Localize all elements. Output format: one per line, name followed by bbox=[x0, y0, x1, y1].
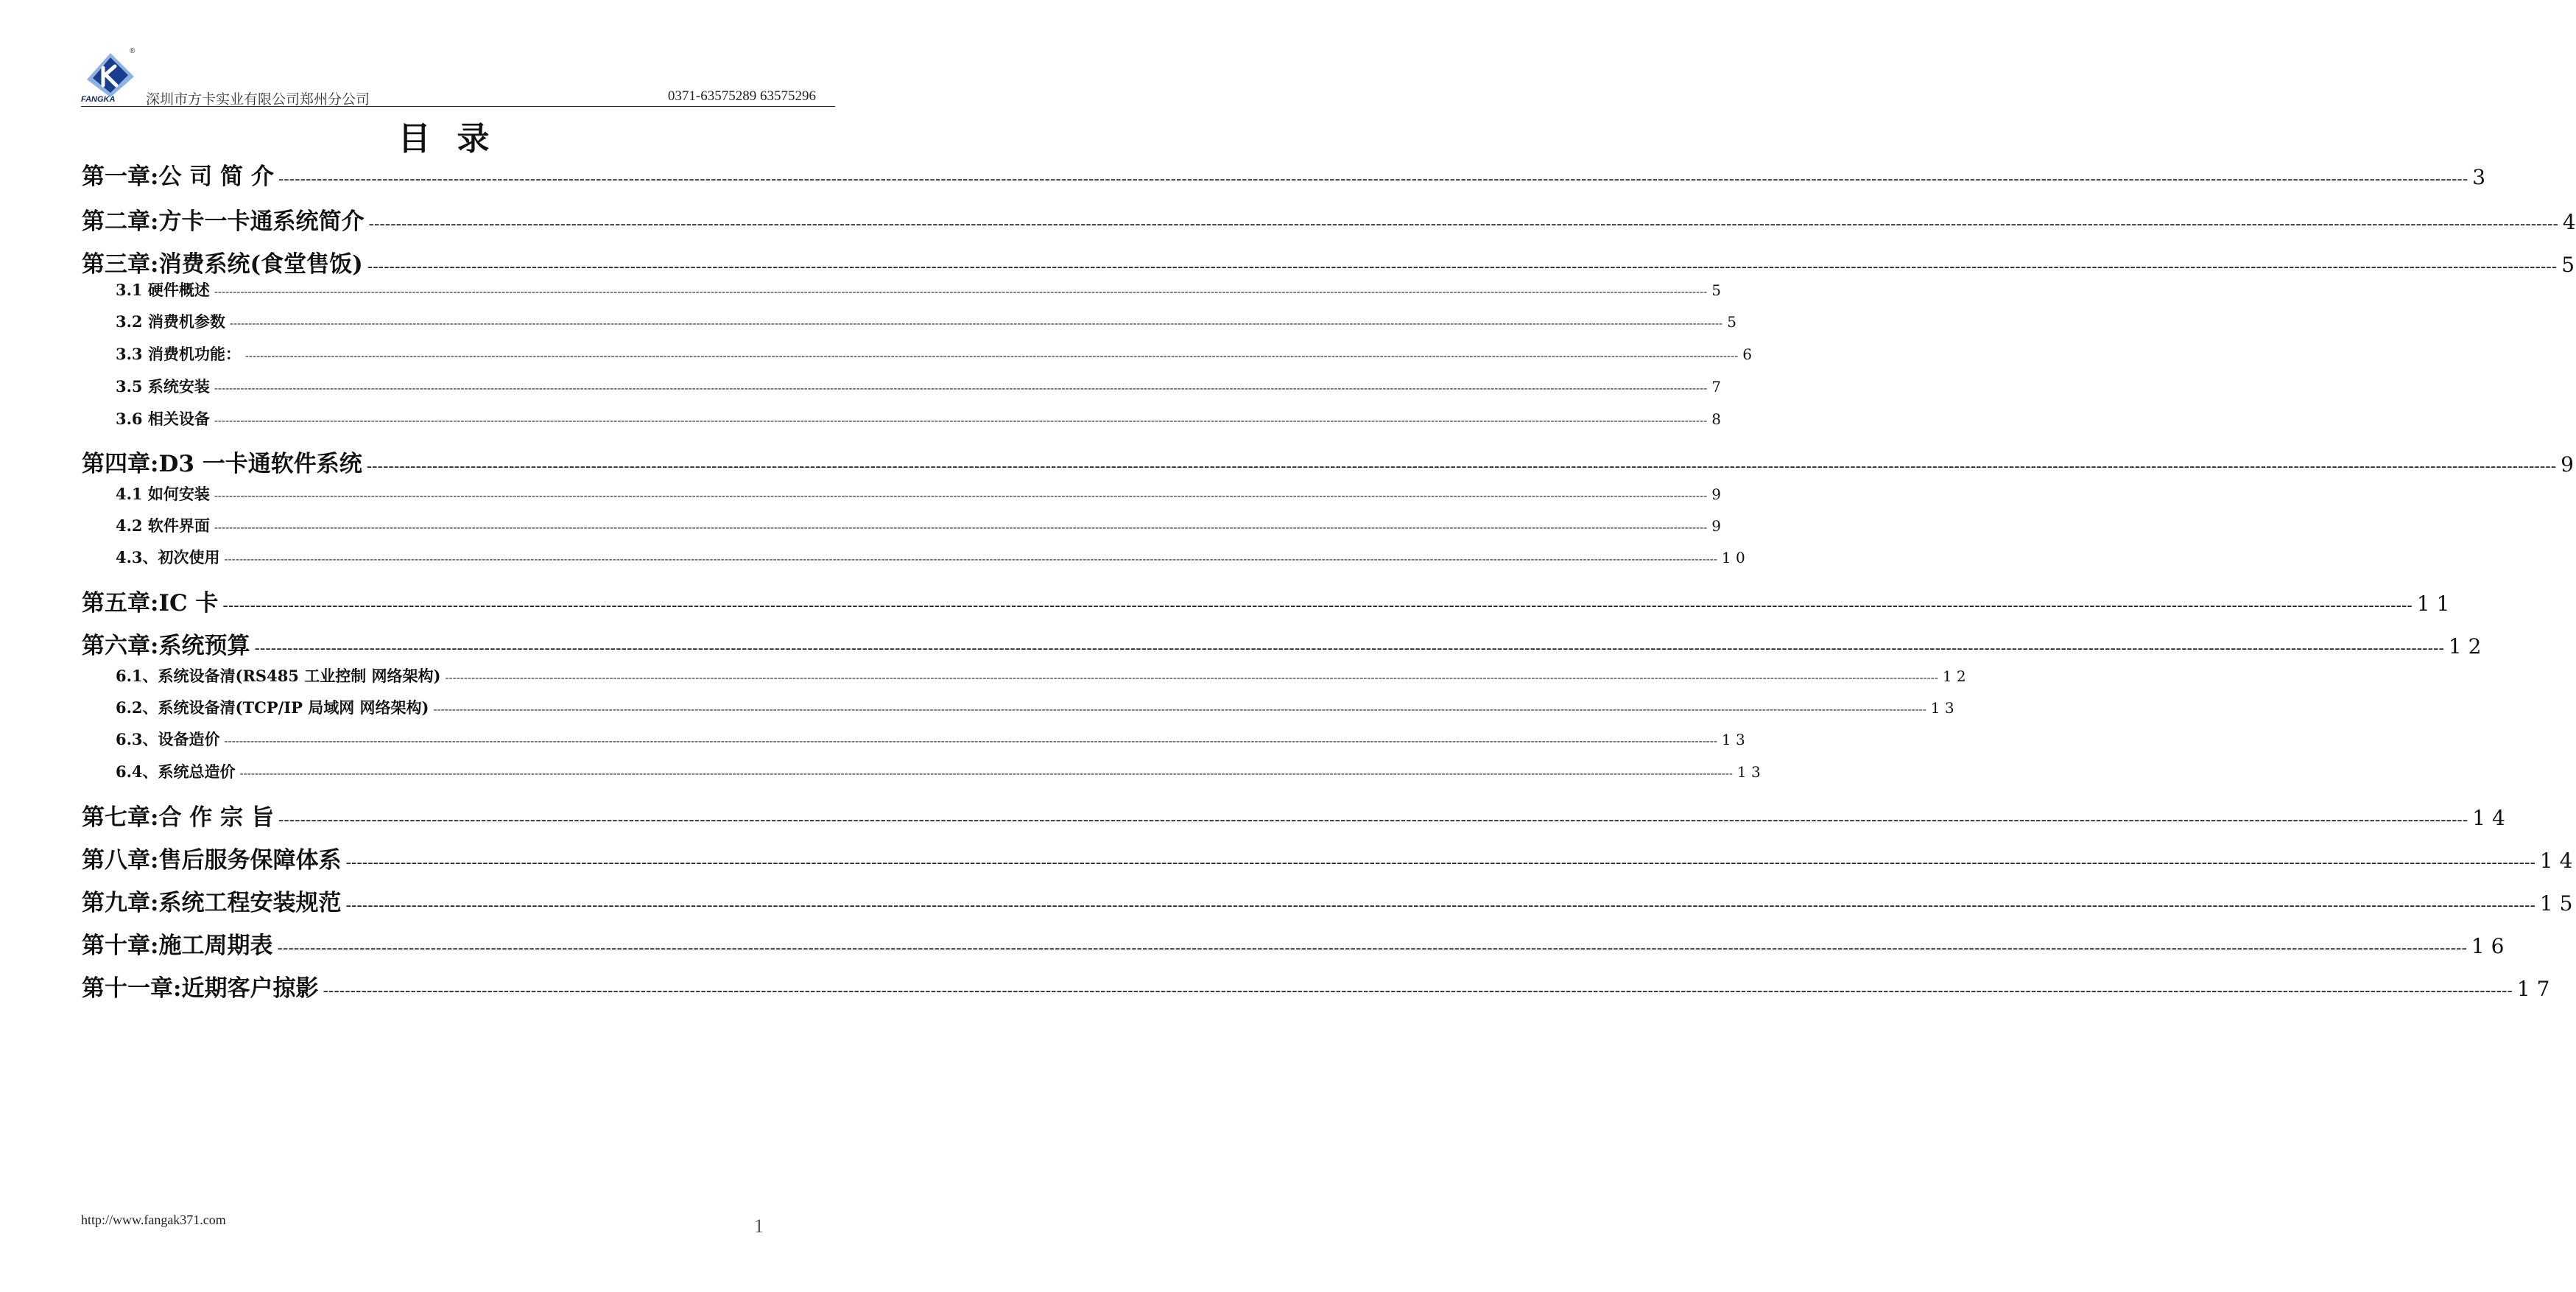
toc-chapter-entry[interactable] bbox=[82, 158, 2486, 190]
toc-dot-leader: ---------------------------------------------------------------------------------------------------------------------------------------------------------------------------------------------------------------------------------------------------------------------------------------------------------------------------------------------------------------------------------------------------------------- bbox=[254, 639, 2444, 658]
toc-page-number: 1 4 bbox=[2472, 806, 2505, 830]
toc-entry-label: 3.6 相关设备 bbox=[116, 410, 210, 428]
toc-section-entry[interactable] bbox=[82, 728, 1745, 750]
toc-section-entry[interactable] bbox=[82, 514, 1721, 536]
toc-chapter-entry[interactable] bbox=[82, 927, 2505, 959]
toc-dot-leader: ---------------------------------------------------------------------------------------------------------------------------------------------------------------------------------------------------------------------------------------------------------------------------------------------------------------------------------------------------------------------------------------------------------------- bbox=[345, 896, 2535, 915]
toc-dot-leader: ---------------------------------------------------------------------------------------------------------------------------------------------------------------------------------------------------------------------------------------------------------------------------------------------------------------------------------------------------------------------------------------------------------------- bbox=[214, 489, 1708, 502]
toc-dot-leader: ---------------------------------------------------------------------------------------------------------------------------------------------------------------------------------------------------------------------------------------------------------------------------------------------------------------------------------------------------------------------------------------------------------------- bbox=[278, 170, 2468, 189]
toc-page-number: 5 bbox=[1711, 281, 1721, 299]
toc-page-number: 5 bbox=[2561, 253, 2575, 277]
toc-entry-label: 第六章:系统预算 bbox=[82, 633, 250, 659]
toc-dot-leader: ---------------------------------------------------------------------------------------------------------------------------------------------------------------------------------------------------------------------------------------------------------------------------------------------------------------------------------------------------------------------------------------------------------------- bbox=[345, 854, 2535, 872]
toc-section-entry[interactable] bbox=[82, 310, 1736, 332]
toc-entry-label: 第十章:施工周期表 bbox=[82, 933, 273, 959]
toc-dot-leader: ---------------------------------------------------------------------------------------------------------------------------------------------------------------------------------------------------------------------------------------------------------------------------------------------------------------------------------------------------------------------------------------------------------------- bbox=[278, 811, 2468, 829]
toc-page-number: 1 3 bbox=[1736, 763, 1761, 781]
toc-section-entry[interactable] bbox=[82, 760, 1761, 782]
toc-entry-label: 第三章:消费系统(食堂售饭) bbox=[82, 251, 363, 278]
toc-entry-label: 6.3、设备造价 bbox=[116, 730, 220, 748]
toc-entry-label: 第七章:合 作 宗 旨 bbox=[82, 804, 274, 831]
toc-page-number: 1 3 bbox=[1930, 699, 1954, 717]
toc-entry-label: 3.3 消费机功能： bbox=[116, 345, 241, 363]
toc-chapter-entry[interactable] bbox=[82, 798, 2505, 831]
toc-entry-label: 3.2 消费机参数 bbox=[116, 312, 225, 331]
toc-page-number: 1 6 bbox=[2471, 934, 2505, 958]
toc-dot-leader: ---------------------------------------------------------------------------------------------------------------------------------------------------------------------------------------------------------------------------------------------------------------------------------------------------------------------------------------------------------------------------------------------------------------- bbox=[214, 521, 1708, 534]
toc-section-entry[interactable] bbox=[82, 407, 1721, 429]
toc-chapter-entry[interactable] bbox=[82, 203, 2576, 235]
header-phone: 0371-63575289 63575296 bbox=[667, 88, 816, 104]
toc-page-number: 1 3 bbox=[1721, 731, 1745, 748]
toc-page-number: 1 2 bbox=[1942, 667, 1966, 685]
toc-chapter-entry[interactable] bbox=[82, 969, 2550, 1002]
toc-chapter-entry[interactable] bbox=[82, 884, 2573, 916]
toc-page-number: 1 5 bbox=[2539, 891, 2573, 916]
toc-dot-leader: ---------------------------------------------------------------------------------------------------------------------------------------------------------------------------------------------------------------------------------------------------------------------------------------------------------------------------------------------------------------------------------------------------------------- bbox=[323, 982, 2513, 1000]
toc-page-number: 9 bbox=[2561, 452, 2574, 477]
toc-section-entry[interactable] bbox=[82, 696, 1954, 718]
toc-page-number: 1 2 bbox=[2448, 634, 2482, 659]
toc-page-number: 8 bbox=[1711, 410, 1721, 428]
toc-entry-label: 4.1 如何安装 bbox=[116, 485, 210, 503]
toc-entry-label: 3.1 硬件概述 bbox=[116, 281, 210, 299]
registered-mark: ® bbox=[130, 47, 136, 55]
page-title: 目录 bbox=[398, 120, 516, 158]
toc-section-entry[interactable] bbox=[82, 546, 1745, 568]
toc-entry-label: 第一章:公 司 简 介 bbox=[82, 164, 274, 190]
toc-chapter-entry[interactable] bbox=[82, 445, 2574, 477]
toc-page-number: 4 bbox=[2562, 210, 2576, 234]
toc-page-number: 9 bbox=[1711, 485, 1721, 503]
toc-dot-leader: ---------------------------------------------------------------------------------------------------------------------------------------------------------------------------------------------------------------------------------------------------------------------------------------------------------------------------------------------------------------------------------------------------------------- bbox=[229, 317, 1723, 330]
toc-entry-label: 6.2、系统设备清(TCP/IP 局域网 网络架构) bbox=[116, 698, 429, 717]
toc-chapter-entry[interactable] bbox=[82, 245, 2575, 278]
footer-page-number: 1 bbox=[754, 1215, 764, 1237]
toc-dot-leader: ---------------------------------------------------------------------------------------------------------------------------------------------------------------------------------------------------------------------------------------------------------------------------------------------------------------------------------------------------------------------------------------------------------------- bbox=[214, 414, 1708, 427]
header-company-name: 深圳市方卡实业有限公司郑州分公司 bbox=[146, 91, 370, 108]
toc-dot-leader: ---------------------------------------------------------------------------------------------------------------------------------------------------------------------------------------------------------------------------------------------------------------------------------------------------------------------------------------------------------------------------------------------------------------- bbox=[239, 767, 1733, 780]
toc-dot-leader: ---------------------------------------------------------------------------------------------------------------------------------------------------------------------------------------------------------------------------------------------------------------------------------------------------------------------------------------------------------------------------------------------------------------- bbox=[367, 258, 2558, 276]
toc-page-number: 9 bbox=[1711, 517, 1721, 535]
toc-chapter-entry[interactable] bbox=[82, 841, 2573, 874]
toc-page-number: 5 bbox=[1727, 313, 1736, 331]
toc-section-entry[interactable] bbox=[82, 482, 1721, 505]
toc-page-number: 3 bbox=[2472, 165, 2486, 189]
toc-dot-leader: ---------------------------------------------------------------------------------------------------------------------------------------------------------------------------------------------------------------------------------------------------------------------------------------------------------------------------------------------------------------------------------------------------------------- bbox=[244, 349, 1739, 362]
toc-page-number: 6 bbox=[1742, 345, 1752, 363]
toc-entry-label: 6.4、系统总造价 bbox=[116, 762, 236, 781]
toc-entry-label: 4.3、初次使用 bbox=[116, 548, 220, 566]
toc-dot-leader: ---------------------------------------------------------------------------------------------------------------------------------------------------------------------------------------------------------------------------------------------------------------------------------------------------------------------------------------------------------------------------------------------------------------- bbox=[366, 457, 2557, 476]
toc-dot-leader: ---------------------------------------------------------------------------------------------------------------------------------------------------------------------------------------------------------------------------------------------------------------------------------------------------------------------------------------------------------------------------------------------------------------- bbox=[214, 285, 1708, 298]
toc-page-number: 1 0 bbox=[1721, 549, 1745, 566]
toc-entry-label: 第二章:方卡一卡通系统简介 bbox=[82, 208, 365, 235]
toc-page-number: 1 4 bbox=[2539, 849, 2573, 873]
toc-chapter-entry[interactable] bbox=[82, 627, 2482, 659]
toc-entry-label: 第九章:系统工程安装规范 bbox=[82, 890, 342, 916]
toc-page-number: 7 bbox=[1711, 378, 1721, 396]
toc-section-entry[interactable] bbox=[82, 664, 1966, 687]
toc-page-number: 1 7 bbox=[2516, 977, 2550, 1001]
toc-entry-label: 6.1、系统设备清(RS485 工业控制 网络架构) bbox=[116, 667, 441, 685]
toc-section-entry[interactable] bbox=[82, 278, 1721, 301]
toc-dot-leader: ---------------------------------------------------------------------------------------------------------------------------------------------------------------------------------------------------------------------------------------------------------------------------------------------------------------------------------------------------------------------------------------------------------------- bbox=[214, 382, 1708, 395]
table-of-contents bbox=[82, 0, 2576, 1292]
toc-entry-label: 第八章:售后服务保障体系 bbox=[82, 847, 342, 874]
toc-dot-leader: ---------------------------------------------------------------------------------------------------------------------------------------------------------------------------------------------------------------------------------------------------------------------------------------------------------------------------------------------------------------------------------------------------------------- bbox=[433, 703, 1926, 716]
toc-dot-leader: ---------------------------------------------------------------------------------------------------------------------------------------------------------------------------------------------------------------------------------------------------------------------------------------------------------------------------------------------------------------------------------------------------------------- bbox=[222, 597, 2413, 615]
toc-dot-leader: ---------------------------------------------------------------------------------------------------------------------------------------------------------------------------------------------------------------------------------------------------------------------------------------------------------------------------------------------------------------------------------------------------------------- bbox=[368, 215, 2558, 234]
toc-entry-label: 4.2 软件界面 bbox=[116, 516, 210, 535]
logo-brand-text: FANGKA bbox=[81, 95, 116, 104]
footer-url[interactable]: http://www.fangak371.com bbox=[81, 1212, 226, 1227]
toc-chapter-entry[interactable] bbox=[82, 584, 2450, 617]
toc-dot-leader: ---------------------------------------------------------------------------------------------------------------------------------------------------------------------------------------------------------------------------------------------------------------------------------------------------------------------------------------------------------------------------------------------------------------- bbox=[445, 671, 1938, 684]
toc-dot-leader: ---------------------------------------------------------------------------------------------------------------------------------------------------------------------------------------------------------------------------------------------------------------------------------------------------------------------------------------------------------------------------------------------------------------- bbox=[277, 939, 2467, 958]
toc-dot-leader: ---------------------------------------------------------------------------------------------------------------------------------------------------------------------------------------------------------------------------------------------------------------------------------------------------------------------------------------------------------------------------------------------------------------- bbox=[224, 552, 1717, 566]
toc-entry-label: 3.5 系统安装 bbox=[116, 377, 210, 396]
toc-entry-label: 第十一章:近期客户掠影 bbox=[82, 975, 319, 1002]
toc-section-entry[interactable] bbox=[82, 343, 1752, 365]
toc-entry-label: 第四章:D3 一卡通软件系统 bbox=[82, 451, 362, 477]
toc-dot-leader: ---------------------------------------------------------------------------------------------------------------------------------------------------------------------------------------------------------------------------------------------------------------------------------------------------------------------------------------------------------------------------------------------------------------- bbox=[224, 734, 1717, 748]
toc-section-entry[interactable] bbox=[82, 375, 1721, 397]
toc-entry-label: 第五章:IC 卡 bbox=[82, 590, 219, 617]
toc-page-number: 1 1 bbox=[2416, 591, 2450, 616]
